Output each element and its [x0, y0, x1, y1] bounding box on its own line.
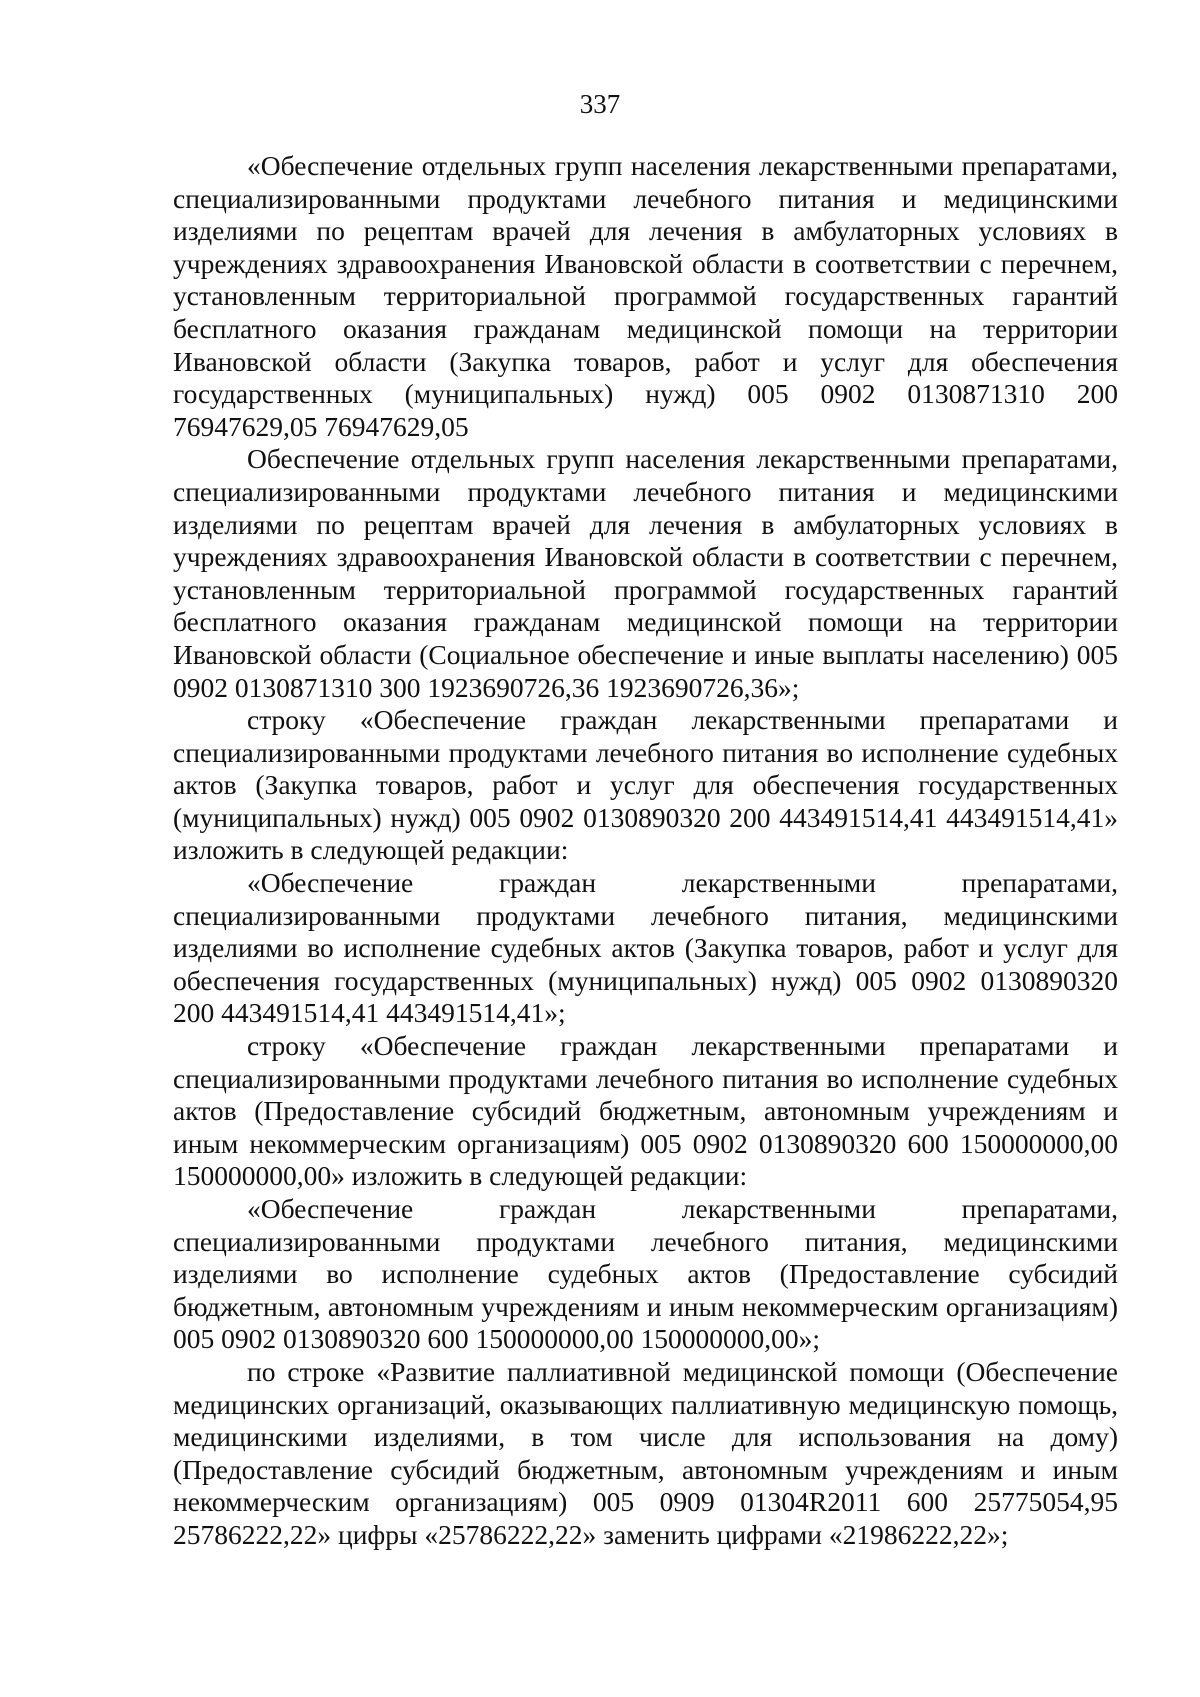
paragraph-2: Обеспечение отдельных групп населения лекарственными препаратами, специализированными продуктами лечебного питания и медицинскими изделиями по рецептам врачей для лечения в амбулаторных условиях в учреждениях здравоохранения Ивановской области в соответствии с перечнем, установленным территориальной программой государственных гарантий бесплатного оказания гражданам медицинской помощи на территории Ивановской области (Социальное обеспечение и иные выплаты населению) 005 0902 0130871310 300 1923690726,36 1923690726,36»;: [173, 443, 1118, 703]
page-number: 337: [579, 89, 621, 119]
paragraph-1: «Обеспечение отдельных групп населения лекарственными препаратами, специализированными продуктами лечебного питания и медицинскими изделиями по рецептам врачей для лечения в амбулаторных условиях в учреждениях здравоохранения Ивановской области в соответствии с перечнем, установленным территориальной программой государственных гарантий бесплатного оказания гражданам медицинской помощи на территории Ивановской области (Закупка товаров, работ и услуг для обеспечения государственных (муниципальных) нужд) 005 0902 0130871310 200 76947629,05 76947629,05: [173, 150, 1118, 442]
paragraph-7: по строке «Развитие паллиативной медицинской помощи (Обеспечение медицинских организаций, оказывающих паллиативную медицинскую помощь, медицинскими изделиями, в том числе для использования на дому) (Предоставление субсидий бюджетным, автономным учреждениям и иным некоммерческим организациям) 005 0909 01304R2011 600 25775054,95 25786222,22» цифры «25786222,22» заменить цифрами «21986222,22»;: [173, 1355, 1118, 1550]
paragraph-5: строку «Обеспечение граждан лекарственными препаратами и специализированными продуктами лечебного питания во исполнение судебных актов (Предоставление субсидий бюджетным, автономным учреждениям и иным некоммерческим организациям) 005 0902 0130890320 600 150000000,00 150000000,00» изложить в следующей редакции:: [173, 1030, 1118, 1192]
document-body: [173, 150, 1118, 1552]
paragraph-4: «Обеспечение граждан лекарственными препаратами, специализированными продуктами лечебного питания, медицинскими изделиями во исполнение судебных актов (Закупка товаров, работ и услуг для обеспечения государственных (муниципальных) нужд) 005 0902 0130890320 200 443491514,41 443491514,41»;: [173, 867, 1118, 1029]
paragraph-3: строку «Обеспечение граждан лекарственными препаратами и специализированными продуктами лечебного питания во исполнение судебных актов (Закупка товаров, работ и услуг для обеспечения государственных (муниципальных) нужд) 005 0902 0130890320 200 443491514,41 443491514,41» изложить в следующей редакции:: [173, 704, 1118, 866]
paragraph-6: «Обеспечение граждан лекарственными препаратами, специализированными продуктами лечебного питания, медицинскими изделиями во исполнение судебных актов (Предоставление субсидий бюджетным, автономным учреждениям и иным некоммерческим организациям) 005 0902 0130890320 600 150000000,00 150000000,00»;: [173, 1193, 1118, 1355]
